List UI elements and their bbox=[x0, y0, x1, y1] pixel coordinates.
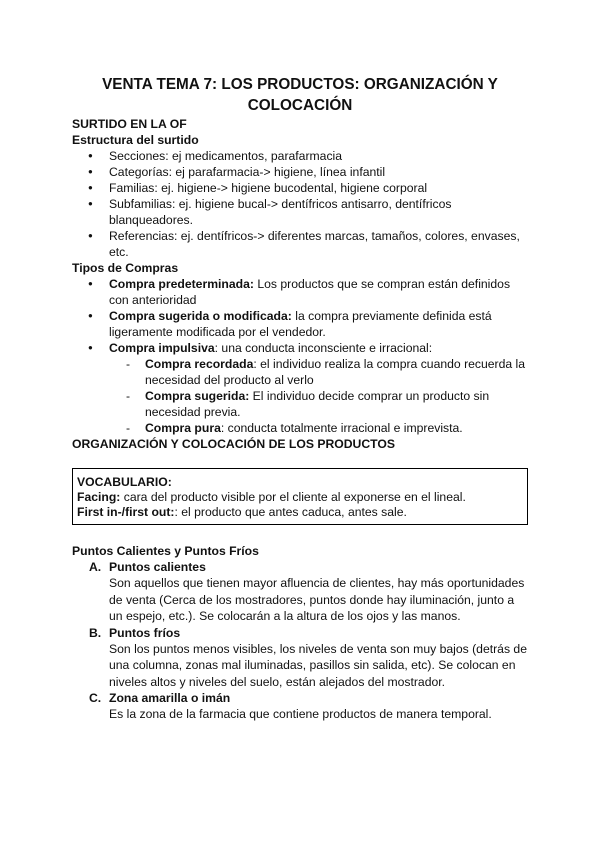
vocabulary-title: VOCABULARIO: bbox=[77, 475, 172, 489]
section-heading-surtido: SURTIDO EN LA OF bbox=[72, 117, 187, 131]
item-text: : conducta totalmente irracional e imprevista. bbox=[220, 421, 463, 435]
sub-list-item bbox=[72, 388, 528, 420]
vocab-entry bbox=[77, 490, 524, 505]
item-text: : el individuo realiza la compra cuando recuerda la necesidad del producto al verlo bbox=[145, 357, 526, 387]
compras-list bbox=[72, 276, 528, 436]
list-item bbox=[72, 308, 528, 340]
list-item bbox=[72, 690, 528, 723]
item-term: Compra predeterminada: bbox=[109, 277, 254, 291]
item-text: El individuo decide comprar un producto sin necesidad previa. bbox=[145, 389, 490, 419]
list-marker: B. bbox=[89, 625, 102, 640]
item-title: Zona amarilla o imán bbox=[109, 691, 231, 705]
list-item: ● Categorías: ej parafarmacia-> higiene, línea infantil bbox=[72, 164, 528, 180]
item-title: Puntos fríos bbox=[109, 625, 181, 640]
vocab-definition: cara del producto visible por el cliente al exponerse en el lineal. bbox=[120, 490, 466, 504]
vocab-definition: : el producto que antes caduca, antes sale. bbox=[174, 505, 407, 519]
vocab-term: Facing: bbox=[77, 490, 121, 504]
subheading-estructura: Estructura del surtido bbox=[72, 133, 199, 147]
item-term: Compra impulsiva bbox=[109, 341, 215, 355]
item-title: Puntos calientes bbox=[109, 560, 206, 574]
list-item bbox=[72, 276, 528, 308]
item-text: la compra previamente definida está ligeramente modificada por el vendedor. bbox=[109, 309, 492, 339]
vocabulary-box bbox=[72, 468, 528, 525]
section-heading-organizacion: ORGANIZACIÓN Y COLOCACIÓN DE LOS PRODUCTOS bbox=[72, 437, 395, 451]
list-marker: C. bbox=[89, 691, 102, 705]
sub-list-item bbox=[72, 356, 528, 388]
list-item: ● Familias: ej. higiene-> higiene bucodental, higiene corporal bbox=[72, 180, 528, 196]
item-text: Es la zona de la farmacia que contiene productos de manera temporal. bbox=[109, 707, 492, 721]
list-item bbox=[72, 340, 528, 436]
impulsiva-sublist bbox=[72, 356, 528, 436]
item-text: Son los puntos menos visibles, los niveles de venta son muy bajos (detrás de una columna, zonas mal iluminadas, pasillos sin salida, etc). Se colocan en niveles altos y niveles del suelo, están alejados del mostrador. bbox=[109, 641, 527, 689]
item-term: Compra sugerida: bbox=[145, 389, 250, 403]
puntos-list bbox=[72, 559, 528, 723]
surtido-list bbox=[72, 148, 528, 260]
item-term: Compra recordada bbox=[145, 357, 254, 371]
section-heading-puntos: Puntos Calientes y Puntos Fríos bbox=[72, 544, 259, 558]
vocab-entry bbox=[77, 505, 524, 520]
document-page bbox=[72, 74, 528, 723]
list-item bbox=[72, 625, 528, 691]
section-heading-tipos-compras: Tipos de Compras bbox=[72, 261, 179, 275]
list-item: ● Referencias: ej. dentífricos-> diferentes marcas, tamaños, colores, envases, etc. bbox=[72, 228, 528, 260]
document-title: VENTA TEMA 7: LOS PRODUCTOS: ORGANIZACIÓN Y COLOCACIÓN bbox=[102, 76, 498, 114]
list-item: ● Secciones: ej medicamentos, parafarmacia bbox=[72, 148, 528, 164]
item-term: Compra sugerida o modificada: bbox=[109, 309, 292, 323]
item-text: : una conducta inconsciente e irracional: bbox=[214, 341, 433, 355]
vocab-term: First in-/first out: bbox=[77, 505, 175, 519]
item-text: Los productos que se compran están definidos con anterioridad bbox=[109, 277, 511, 307]
list-item: ● Subfamilias: ej. higiene bucal-> dentífricos antisarro, dentífricos blanqueadores. bbox=[72, 196, 528, 228]
item-text: Son aquellos que tienen mayor afluencia de clientes, hay más oportunidades de venta (Cerca de los mostradores, puntos donde hay iluminación, junto a un espejo, etc.). Se colocarán a la altura de los ojos y las manos. bbox=[109, 576, 525, 623]
sub-list-item bbox=[72, 420, 528, 436]
item-term: Compra pura bbox=[145, 421, 221, 435]
list-marker: A. bbox=[89, 560, 102, 574]
list-item bbox=[72, 559, 528, 625]
